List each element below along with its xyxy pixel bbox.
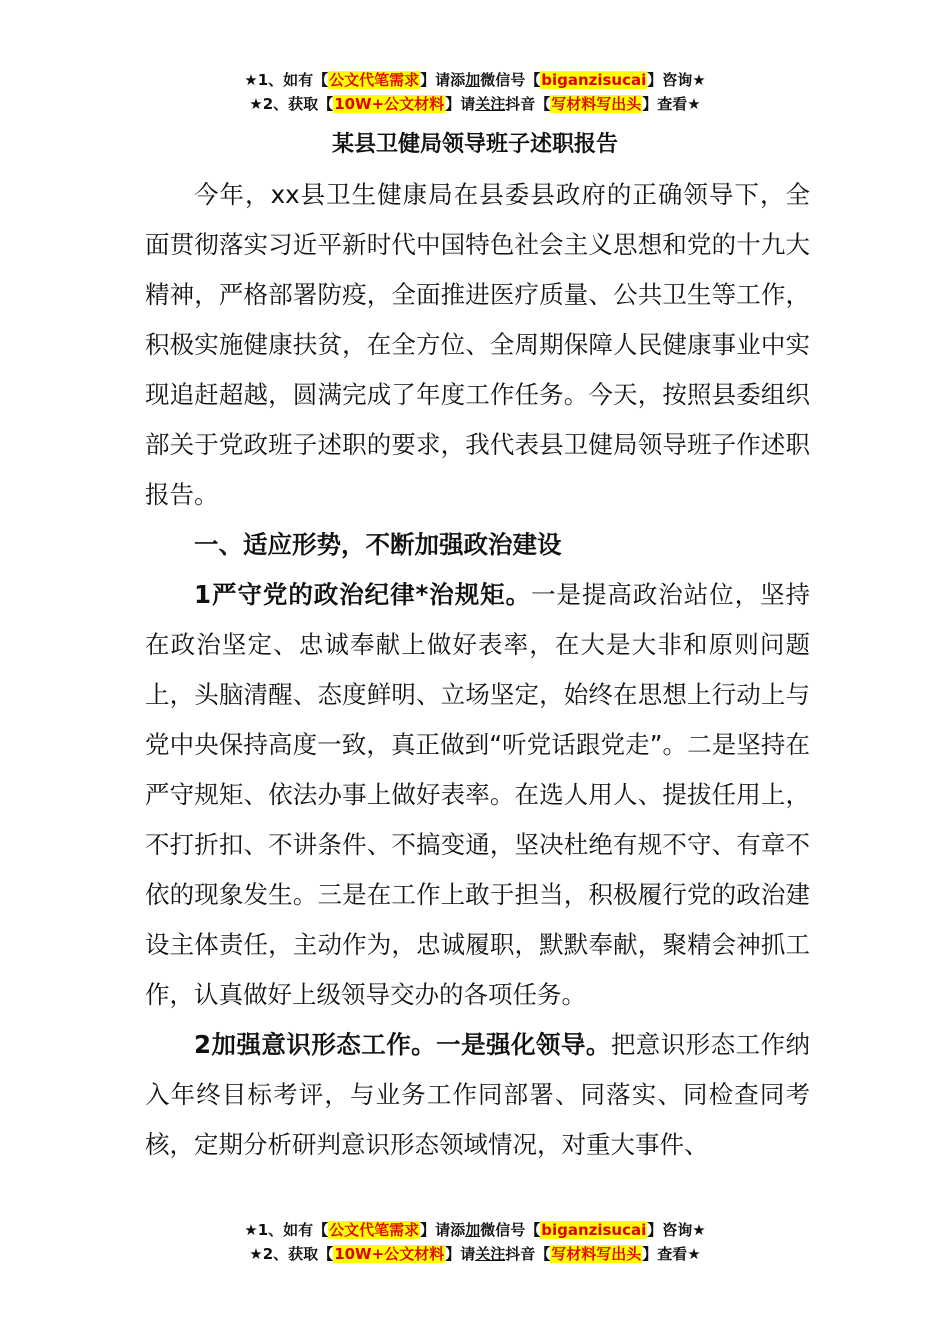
promo-text: 】查看★ xyxy=(642,1245,701,1263)
item-body: 把意识形态工作纳入年终目标考评，与业务工作同部署、同落实、同检查同考核，定期分析研判意识形态领域情况，对重大事件、 xyxy=(145,1030,811,1159)
promo-underlined: 加 xyxy=(465,71,481,89)
promo-text: 】请添 xyxy=(420,1221,466,1239)
promo-text: 微信号【 xyxy=(480,1221,541,1239)
promo-highlight: 写材料写出头 xyxy=(551,1245,642,1263)
promo-text: ★2、获取【 xyxy=(249,1245,334,1263)
promo-text: 】咨询★ xyxy=(647,71,706,89)
promo-text: 】咨询★ xyxy=(647,1221,706,1239)
promo-banner-bottom xyxy=(0,1218,950,1266)
promo-underlined: 加 xyxy=(465,1221,481,1239)
promo-text: 】请 xyxy=(445,95,476,113)
item-paragraph-1 xyxy=(145,570,810,1020)
promo-highlight: 10W+公文材料 xyxy=(334,95,445,113)
promo-highlight: 10W+公文材料 xyxy=(334,1245,445,1263)
document-body xyxy=(145,170,810,1170)
promo-text: 】请添 xyxy=(420,71,466,89)
item-title: 2加强意识形态工作。一是强化领导。 xyxy=(194,1030,611,1059)
item-paragraph-2 xyxy=(145,1020,810,1170)
promo-line-1 xyxy=(0,1218,950,1242)
promo-text: ★1、如有【 xyxy=(244,1221,329,1239)
promo-highlight: 写材料写出头 xyxy=(551,95,642,113)
item-body: 一是提高政治站位，坚持在政治坚定、忠诚奉献上做好表率，在大是大非和原则问题上，头脑清醒、态度鲜明、立场坚定，始终在思想上行动上与党中央保持高度一致，真正做到“听党话跟党走”。二是坚持在严守规矩、依法办事上做好表率。在选人用人、提拔任用上，不打折扣、不讲条件、不搞变通，坚决杜绝有规不守、有章不依的现象发生。三是在工作上敢于担当，积极履行党的政治建设主体责任，主动作为，忠诚履职，默默奉献，聚精会神抓工作，认真做好上级领导交办的各项任务。 xyxy=(145,580,811,1009)
promo-highlight: biganzisucai xyxy=(541,1221,647,1239)
promo-text: 抖音【 xyxy=(505,1245,551,1263)
promo-text: 】查看★ xyxy=(642,95,701,113)
promo-highlight: 公文代笔需求 xyxy=(329,1221,420,1239)
promo-underlined: 关注 xyxy=(475,95,506,113)
promo-line-2 xyxy=(0,1242,950,1266)
promo-highlight: biganzisucai xyxy=(541,71,647,89)
promo-text: ★2、获取【 xyxy=(249,95,334,113)
intro-paragraph: 今年，xx县卫生健康局在县委县政府的正确领导下，全面贯彻落实习近平新时代中国特色社会主义思想和党的十九大精神，严格部署防疫，全面推进医疗质量、公共卫生等工作，积极实施健康扶贫，在全方位、全周期保障人民健康事业中实现追赶超越，圆满完成了年度工作任务。今天，按照县委组织部关于党政班子述职的要求，我代表县卫健局领导班子作述职报告。 xyxy=(145,180,810,509)
item-title: 1严守党的政治纪律*治规矩。 xyxy=(194,580,532,609)
promo-text: 抖音【 xyxy=(505,95,551,113)
promo-underlined: 关注 xyxy=(475,1245,506,1263)
promo-line-2 xyxy=(0,92,950,116)
promo-highlight: 公文代笔需求 xyxy=(329,71,420,89)
promo-text: ★1、如有【 xyxy=(244,71,329,89)
promo-banner-top xyxy=(0,68,950,116)
promo-line-1 xyxy=(0,68,950,92)
promo-text: 微信号【 xyxy=(480,71,541,89)
section-heading: 一、适应形势，不断加强政治建设 xyxy=(194,530,562,559)
document-title: 某县卫健局领导班子述职报告 xyxy=(331,132,618,157)
promo-text: 】请 xyxy=(445,1245,476,1263)
